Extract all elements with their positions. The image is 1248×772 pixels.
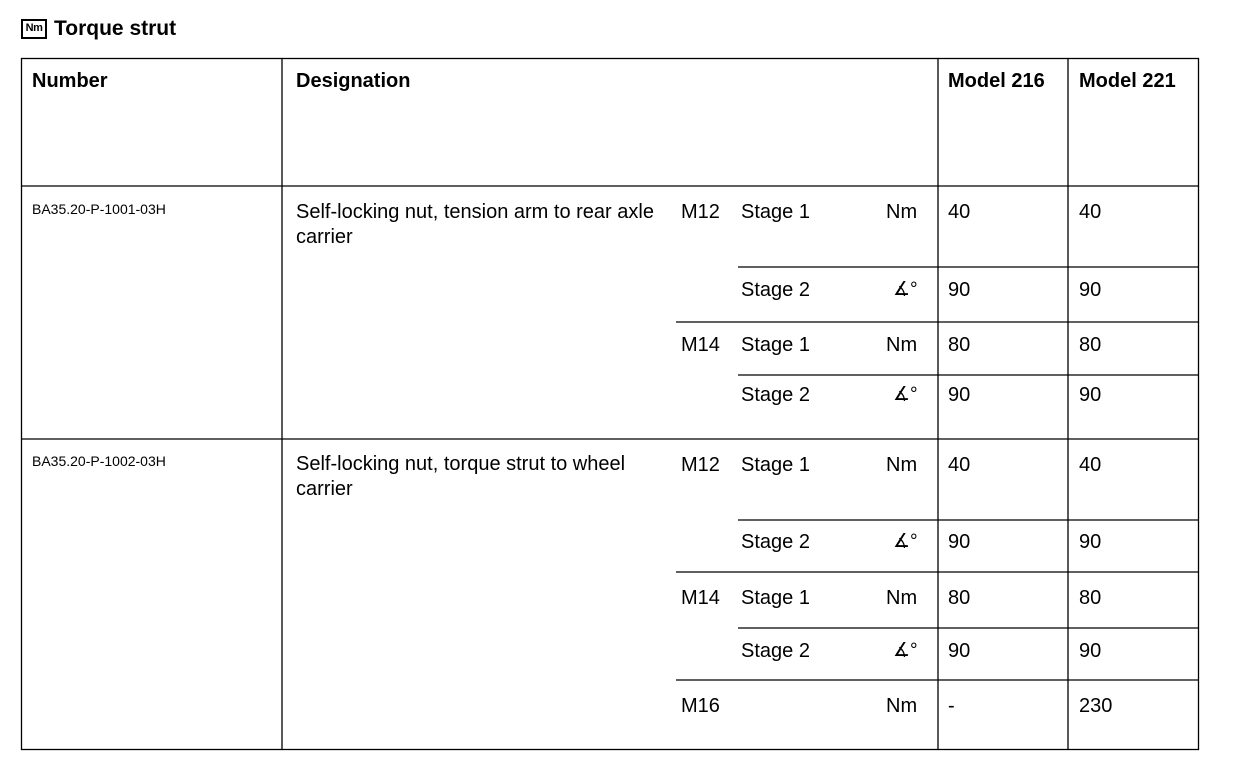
- model-221-value: 90: [1079, 279, 1102, 301]
- column-header-designation: Designation: [296, 70, 411, 92]
- angle-icon: ∡°: [893, 384, 918, 405]
- model-221-value: 230: [1079, 695, 1113, 717]
- document-number: BA35.20-P-1001-03H: [32, 201, 166, 217]
- designation-text: Self-locking nut, torque strut to wheel carrier: [296, 453, 626, 500]
- thread-size: M12: [681, 454, 720, 476]
- page-title: Torque strut: [54, 17, 177, 40]
- stage-label: Stage 1: [741, 201, 810, 223]
- stage-label: Stage 1: [741, 334, 810, 356]
- model-216-value: 80: [948, 334, 971, 356]
- stage-label: Stage 2: [741, 279, 810, 301]
- model-221-value: 40: [1079, 201, 1102, 223]
- thread-size: M16: [681, 695, 720, 717]
- model-216-value: 90: [948, 531, 971, 553]
- model-216-value: 40: [948, 201, 971, 223]
- unit-label: Nm: [886, 454, 918, 476]
- model-216-value: 90: [948, 640, 971, 662]
- document-number: BA35.20-P-1002-03H: [32, 453, 166, 469]
- thread-size: M12: [681, 201, 720, 223]
- stage-label: Stage 1: [741, 587, 810, 609]
- unit-label: Nm: [886, 201, 918, 223]
- model-216-value: 90: [948, 384, 971, 406]
- column-header-model-216: Model 216: [948, 70, 1045, 92]
- model-216-value: -: [948, 695, 955, 717]
- thread-size: M14: [681, 334, 720, 356]
- unit-label: Nm: [886, 334, 918, 356]
- model-221-value: 80: [1079, 587, 1102, 609]
- stage-label: Stage 2: [741, 531, 810, 553]
- unit-label: Nm: [886, 695, 918, 717]
- stage-label: Stage 1: [741, 454, 810, 476]
- unit-label: Nm: [886, 587, 918, 609]
- column-header-model-221: Model 221: [1079, 70, 1176, 92]
- column-header-number: Number: [32, 70, 108, 92]
- model-216-value: 80: [948, 587, 971, 609]
- stage-label: Stage 2: [741, 384, 810, 406]
- model-221-value: 80: [1079, 334, 1102, 356]
- designation-text: Self-locking nut, tension arm to rear axle carrier: [296, 201, 654, 248]
- model-221-value: 40: [1079, 454, 1102, 476]
- stage-label: Stage 2: [741, 640, 810, 662]
- torque-nm-icon: Nm: [21, 19, 47, 39]
- angle-icon: ∡°: [893, 279, 918, 300]
- model-221-value: 90: [1079, 531, 1102, 553]
- thread-size: M14: [681, 587, 720, 609]
- model-216-value: 40: [948, 454, 971, 476]
- model-221-value: 90: [1079, 640, 1102, 662]
- model-216-value: 90: [948, 279, 971, 301]
- angle-icon: ∡°: [893, 640, 918, 661]
- angle-icon: ∡°: [893, 531, 918, 552]
- model-221-value: 90: [1079, 384, 1102, 406]
